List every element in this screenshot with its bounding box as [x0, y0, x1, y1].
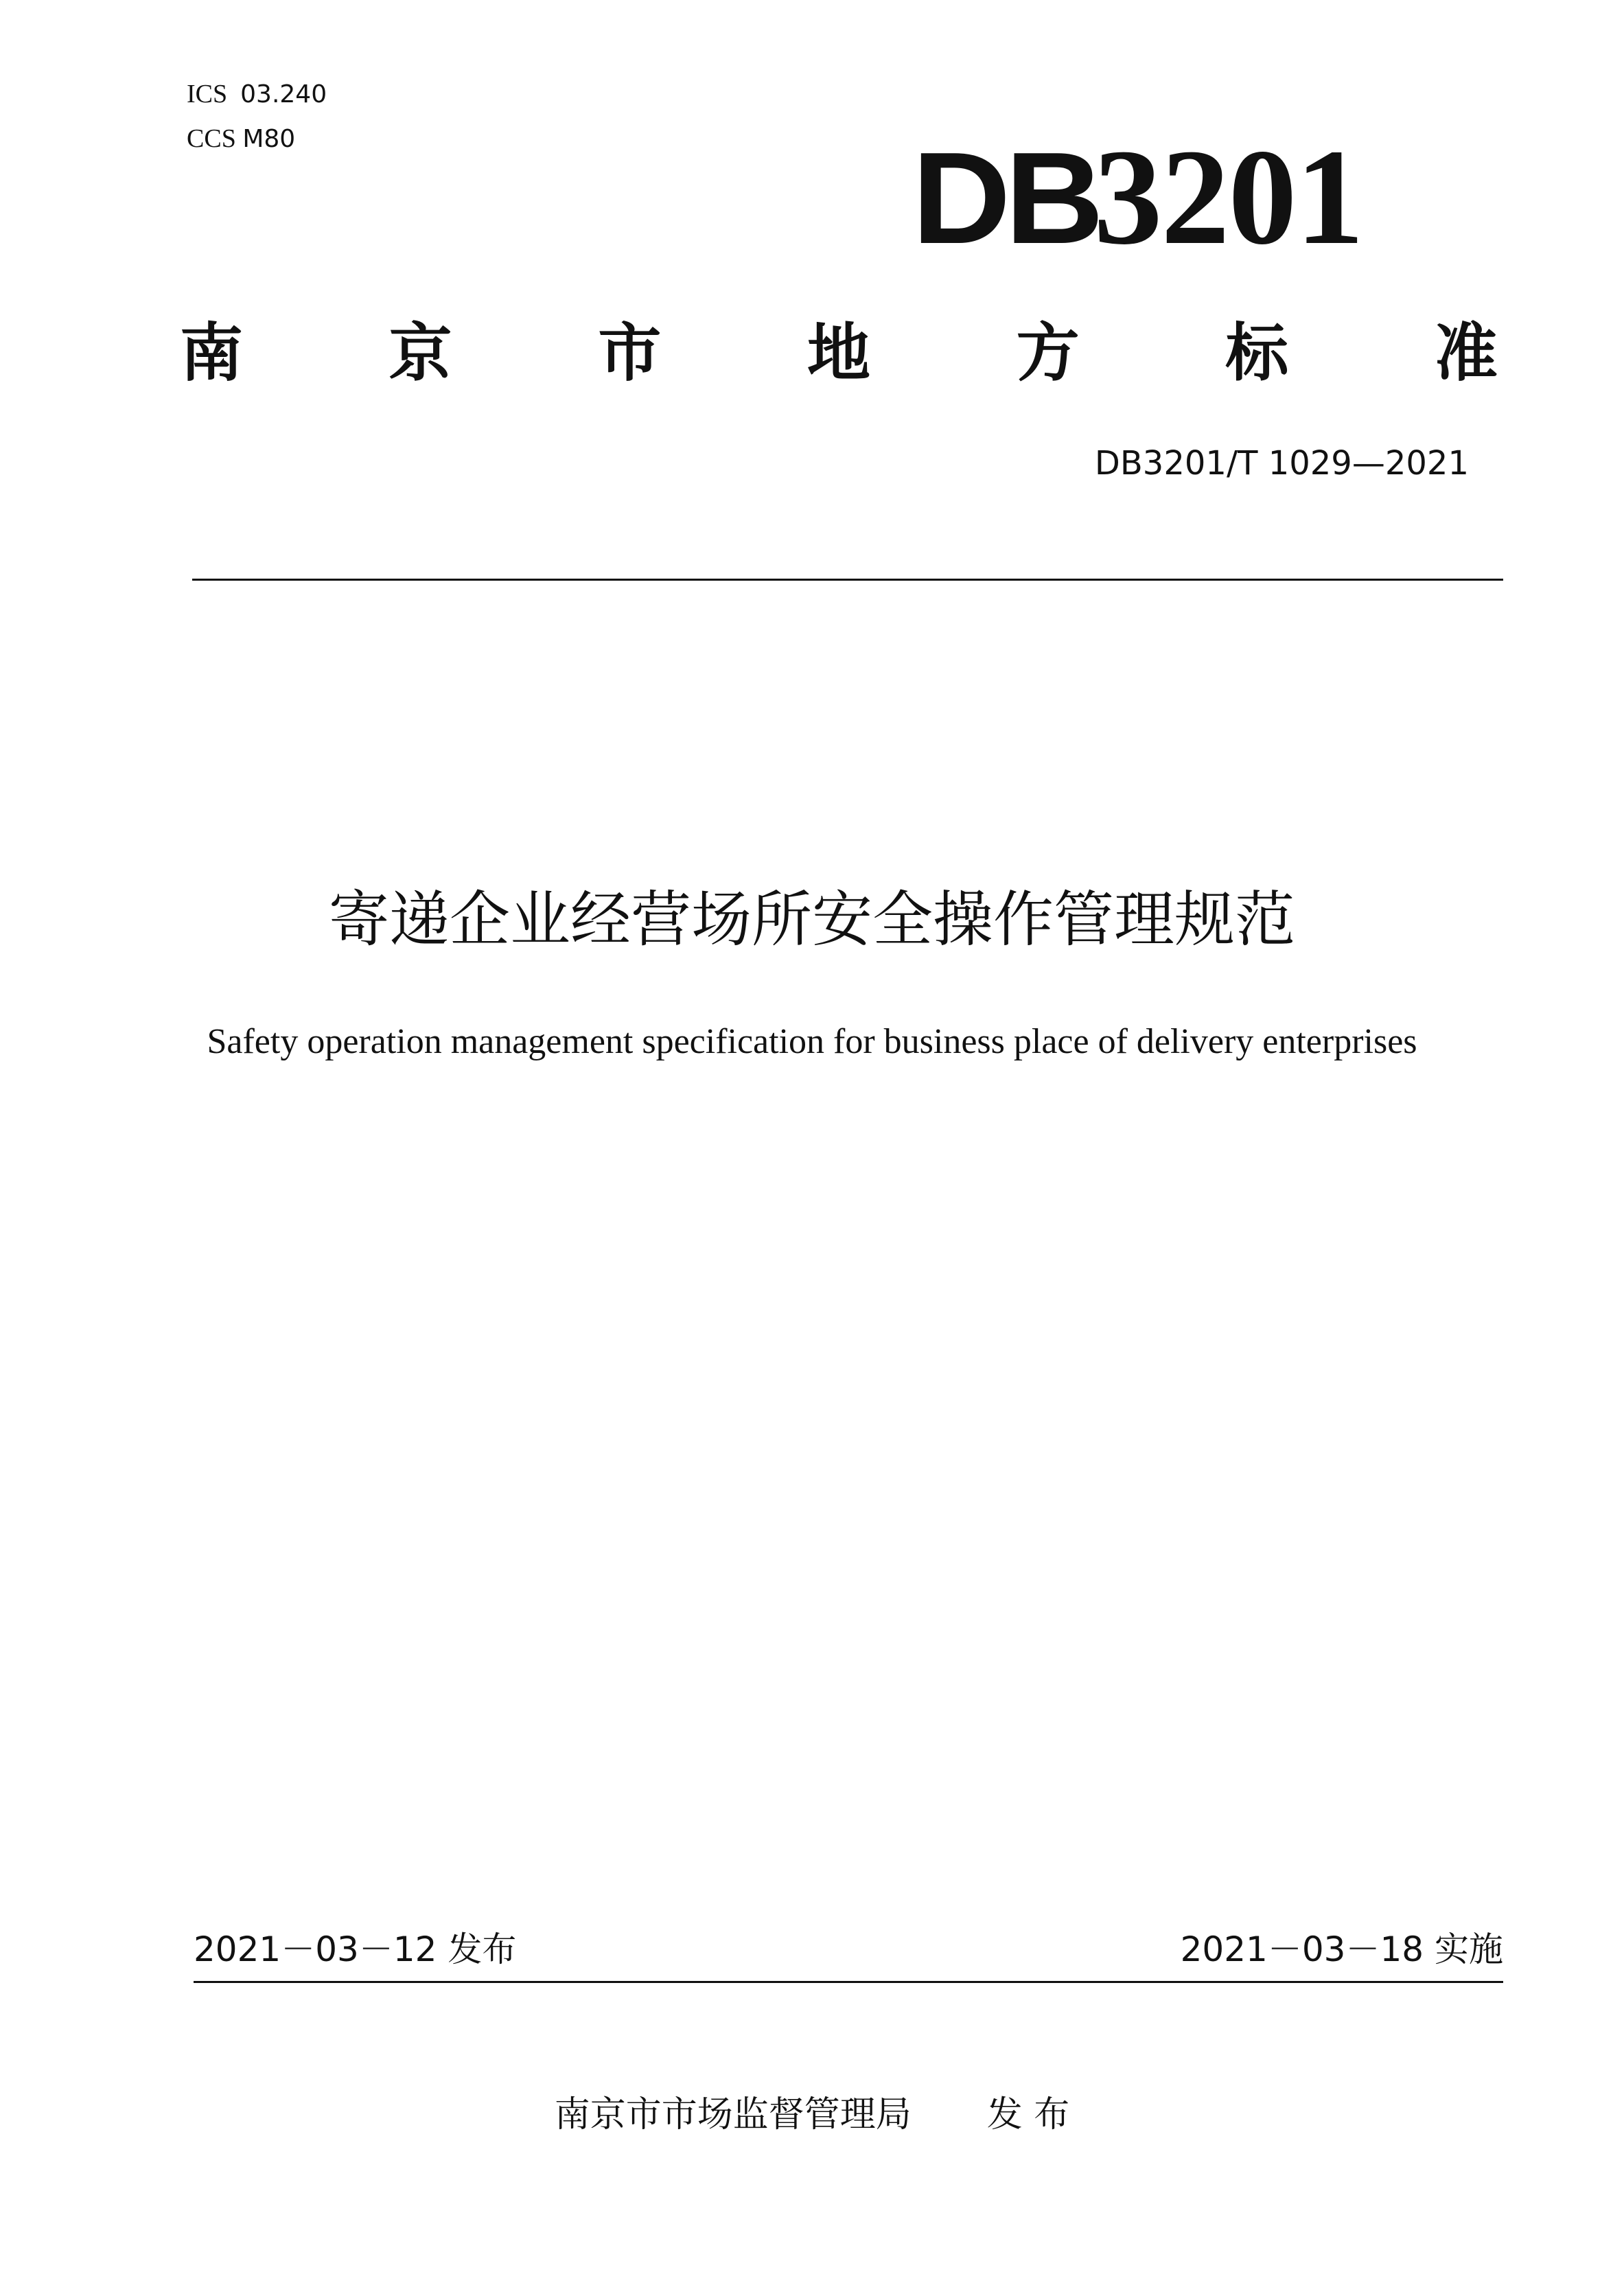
- standard-type-char: 标: [1225, 316, 1289, 390]
- standard-type-char: 南: [180, 316, 244, 390]
- logo-letters: DB: [912, 126, 1098, 271]
- standard-type-char: 准: [1434, 316, 1498, 390]
- standard-type-char: 方: [1016, 316, 1080, 390]
- ics-value: 03.240: [240, 80, 327, 108]
- issuer-name: 南京市市场监督管理局: [554, 2094, 912, 2135]
- standard-type-char: 市: [598, 316, 662, 390]
- standard-type-char: 京: [388, 316, 452, 390]
- footer-divider: [194, 1981, 1503, 1983]
- ics-code: [187, 81, 327, 107]
- ccs-label: CCS: [187, 124, 236, 153]
- header-divider: [192, 579, 1503, 581]
- standard-type-char: 地: [807, 316, 870, 390]
- issue-date: 2021－03－12 发布: [194, 1929, 517, 1969]
- issuer-action: 发 布: [986, 2094, 1070, 2135]
- db-logo: [912, 121, 1452, 273]
- ccs-code: [187, 126, 295, 152]
- issuing-authority: [0, 2091, 1624, 2139]
- logo-number: 3201: [1093, 121, 1363, 273]
- ics-label: ICS: [187, 80, 228, 108]
- document-title-english: Safety operation management specification for business place of delivery enterprises: [207, 1022, 1417, 1061]
- ccs-value: M80: [242, 125, 296, 153]
- standard-type-heading: [180, 312, 1498, 395]
- document-title-chinese: 寄递企业经营场所安全操作管理规范: [328, 884, 1295, 955]
- implementation-date: 2021－03－18 实施: [1180, 1929, 1503, 1969]
- standard-number: DB3201/T 1029—2021: [1094, 444, 1469, 483]
